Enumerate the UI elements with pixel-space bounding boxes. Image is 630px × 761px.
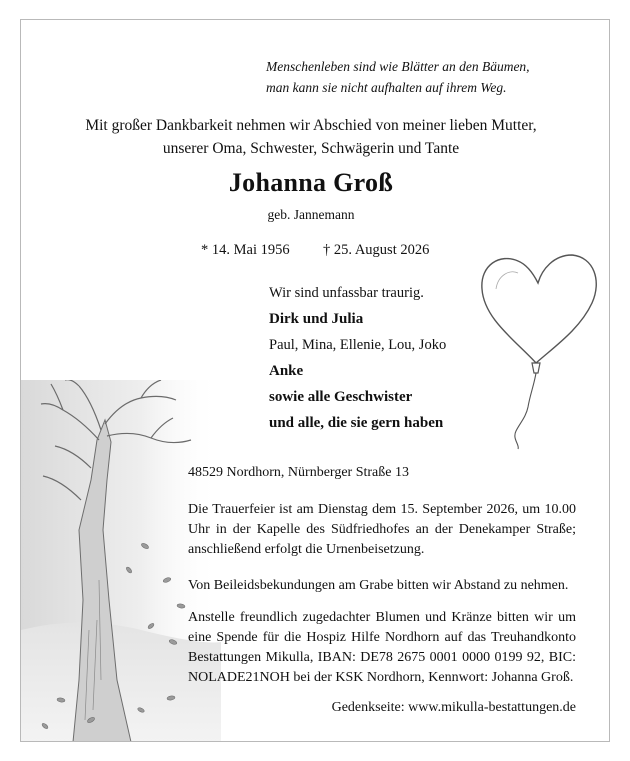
mourners-line: Dirk und Julia <box>269 311 364 327</box>
memorial-site-link[interactable]: Gedenkseite: www.mikulla-bestattungen.de <box>331 700 576 715</box>
mourners-line: Anke <box>269 363 304 379</box>
intro-line-1: Mit großer Dankbarkeit nehmen wir Abschied von meiner lieben Mutter, <box>85 117 537 134</box>
mourners-line: Paul, Mina, Ellenie, Lou, Joko <box>269 337 447 353</box>
donation-info-paragraph: Anstelle freundlich zugedachter Blumen und Kränze bitten wir um eine Spende für die Hospiz Hilfe Nordhorn auf das Treuhandkonto Bestattungen Mikulla, IBAN: DE78 2675 0001 0000 0199 92, BIC: NOLADE21NOH bei der KSK Nordhorn, Kennwort: Johanna Groß. <box>188 610 576 685</box>
obituary-card <box>20 19 610 742</box>
death-date: † 25. August 2026 <box>323 242 430 258</box>
motto-line-1: Menschenleben sind wie Blätter an den Bäumen, <box>266 59 530 74</box>
funeral-info-paragraph: Die Trauerfeier ist am Dienstag dem 15. September 2026, um 10.00 Uhr in der Kapelle des Südfriedhofes an der Denekamper Straße; anschließend erfolgt die Urnenbeisetzung. <box>188 502 576 557</box>
mourners-line: und alle, die sie gern haben <box>269 415 444 431</box>
intro-text <box>61 114 561 160</box>
mourners-line: sowie alle Geschwister <box>269 389 413 405</box>
intro-line-2: unserer Oma, Schwester, Schwägerin und Tante <box>162 140 460 157</box>
birth-date: * 14. Mai 1956 <box>201 242 290 258</box>
heart-balloon-illustration <box>476 245 606 450</box>
condolence-note-paragraph: Von Beileidsbekundungen am Grabe bitten wir Abstand zu nehmen. <box>188 578 569 593</box>
maiden-name: geb. Jannemann <box>267 207 355 222</box>
address: 48529 Nordhorn, Nürnberger Straße 13 <box>188 465 409 480</box>
motto-line-2: man kann sie nicht aufhalten auf ihrem Weg. <box>266 80 507 95</box>
mourners-line: Wir sind unfassbar traurig. <box>269 285 424 301</box>
motto <box>266 56 566 98</box>
mourners-list <box>269 280 489 436</box>
deceased-name: Johanna Groß <box>228 168 394 197</box>
